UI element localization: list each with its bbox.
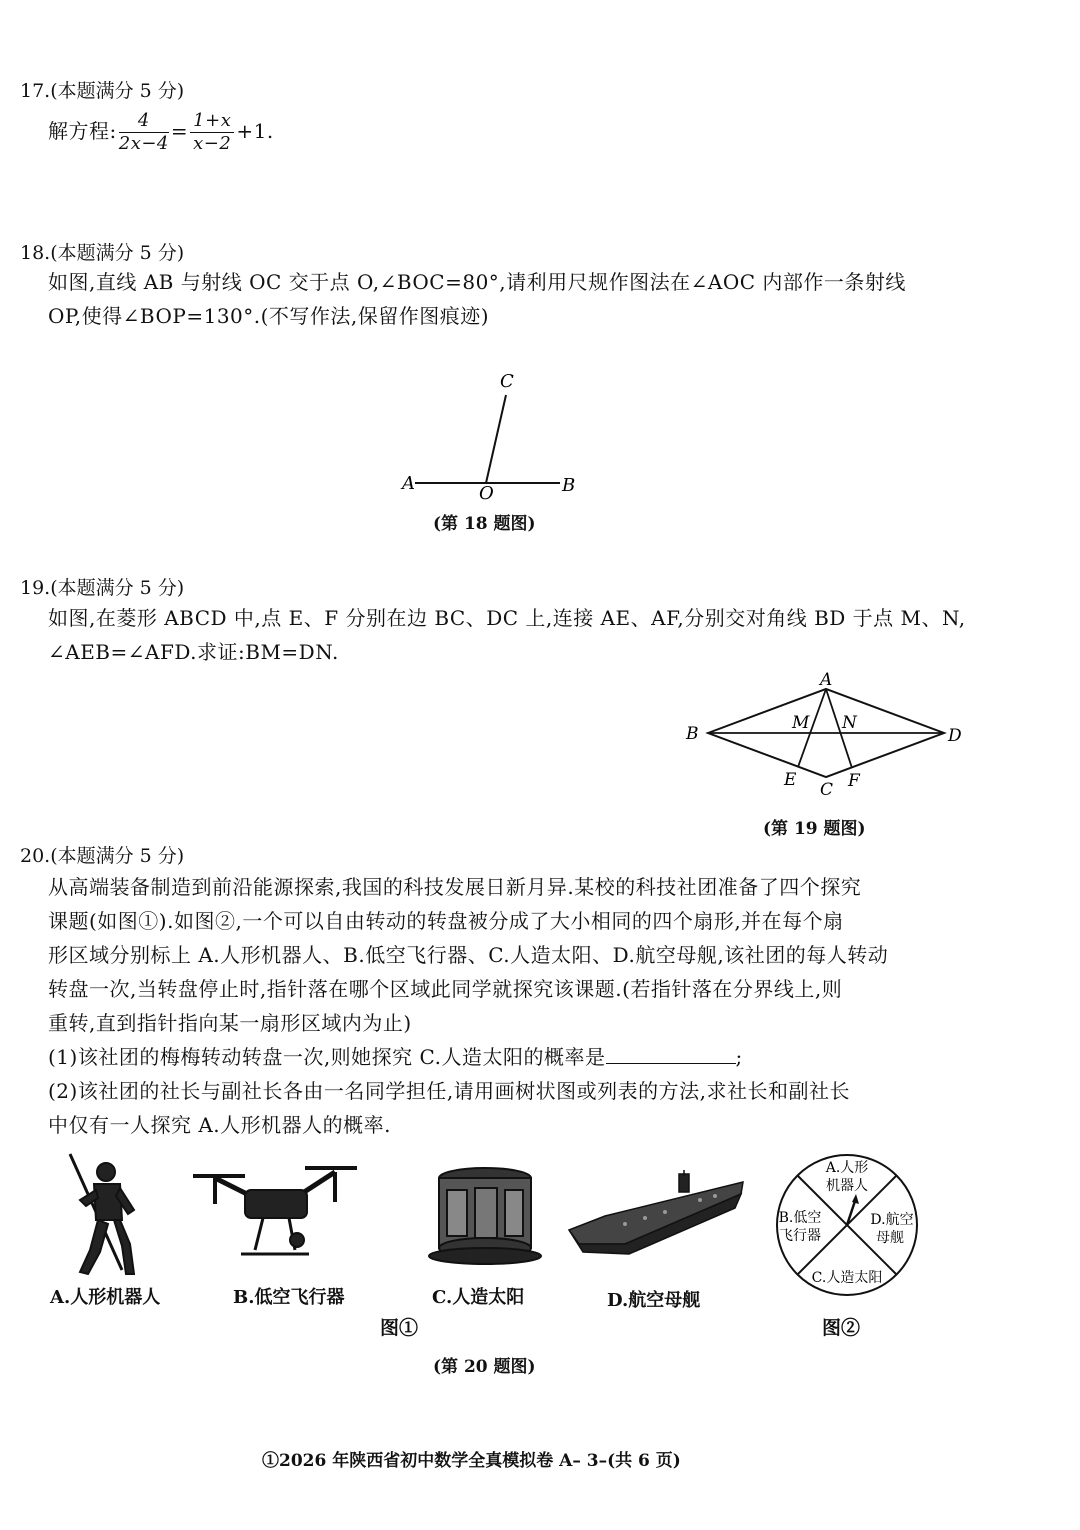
q17-equation: 解方程: $\frac{4}{2x-4}$ = $\frac{1+x}{x-2}$ +1. <box>48 110 274 154</box>
carrier-icon <box>565 1168 745 1258</box>
q20-para-line1: 从高端装备制造到前沿能源探索,我国的科技发展日新月异.某校的科技社团准备了四个探究 <box>48 875 862 899</box>
q20-sub1: (1)该社团的梅梅转动转盘一次,则她探究 C.人造太阳的概率是 ; <box>48 1040 1058 1074</box>
q19-caption: (第 19 题图) <box>763 819 866 839</box>
q19-line2: ∠AEB=∠AFD.求证:BM=DN. <box>48 640 339 664</box>
fig2-label: 图② <box>822 1317 861 1339</box>
label-o: O <box>479 483 494 504</box>
q20-header: 20.(本题满分 5 分) <box>20 845 185 867</box>
q20-sub2-line2: 中仅有一人探究 A.人形机器人的概率. <box>48 1113 392 1137</box>
label-c: C <box>500 371 514 392</box>
answer-blank <box>606 1041 736 1064</box>
q19-text <box>48 601 1058 669</box>
q18-text <box>48 265 1048 333</box>
q19-line1: 如图,在菱形 ABCD 中,点 E、F 分别在边 BC、DC 上,连接 AE、AF,分别交对角线 BD 于点 M、N, <box>48 606 966 630</box>
q20-para-line5: 重转,直到指针指向某一扇形区域内为止) <box>48 1011 412 1035</box>
q17-header <box>20 76 184 103</box>
q17-fraction-1: $\frac{4}{2x-4}$ <box>118 110 169 154</box>
arrow-icon <box>852 1194 859 1204</box>
q17-number: 17. <box>20 80 51 102</box>
q17-lead: 解方程: <box>48 119 117 143</box>
spinner-figure <box>762 1148 932 1303</box>
sector-a-line1: A.人形 <box>825 1160 869 1176</box>
drone-icon <box>185 1158 365 1268</box>
robot-icon <box>60 1150 150 1280</box>
sector-c: C.人造太阳 <box>811 1270 883 1286</box>
q17-score: (本题满分 5 分) <box>50 80 185 102</box>
ray-oc <box>486 395 506 483</box>
fig1-label: 图① <box>380 1317 419 1339</box>
label-b: B <box>686 724 699 744</box>
reactor-icon <box>425 1160 545 1270</box>
q17-fraction-2: $\frac{1+x}{x-2}$ <box>190 110 234 155</box>
q18-line1: 如图,直线 AB 与射线 OC 交于点 O,∠BOC=80°,请利用尺规作图法在∠AOC 内部作一条射线 <box>48 270 906 294</box>
label-a: A <box>402 473 415 494</box>
page-footer: ①2026 年陕西省初中数学全真模拟卷 A– 3–(共 6 页) <box>262 1451 681 1471</box>
label-f: F <box>848 771 860 791</box>
q20-text <box>48 870 1058 1142</box>
label-m: M <box>792 713 810 733</box>
picture-label-a: A.人形机器人 <box>50 1287 161 1308</box>
sector-d-line1: D.航空 <box>870 1212 914 1228</box>
q19-figure <box>680 665 980 805</box>
sector-b-line2: 飞行器 <box>779 1228 821 1244</box>
label-e: E <box>784 770 797 790</box>
q20-para-line4: 转盘一次,当转盘停止时,指针落在哪个区域此同学就探究该课题.(若指针落在分界线上,则 <box>48 977 843 1001</box>
q18-figure <box>390 365 590 505</box>
label-c: C <box>820 780 834 800</box>
q20-para-line3: 形区域分别标上 A.人形机器人、B.低空飞行器、C.人造太阳、D.航空母舰,该社团的每人转动 <box>48 943 889 967</box>
sector-a-line2: 机器人 <box>826 1178 868 1194</box>
q20-sub2-line1: (2)该社团的社长与副社长各由一名同学担任,请用画树状图或列表的方法,求社长和副社长 <box>48 1079 851 1103</box>
label-b: B <box>562 475 576 496</box>
label-a: A <box>820 670 833 690</box>
picture-label-d: D.航空母舰 <box>607 1290 701 1311</box>
label-d: D <box>948 726 962 746</box>
q18-caption: (第 18 题图) <box>433 514 536 534</box>
label-n: N <box>842 713 857 733</box>
picture-label-c: C.人造太阳 <box>432 1287 525 1308</box>
q19-header: 19.(本题满分 5 分) <box>20 577 185 599</box>
sector-b-line1: B.低空 <box>778 1210 822 1226</box>
q20-para-line2: 课题(如图①).如图②,一个可以自由转动的转盘被分成了大小相同的四个扇形,并在每个扇 <box>48 909 844 933</box>
q18-line2: OP,使得∠BOP=130°.(不写作法,保留作图痕迹) <box>48 304 490 328</box>
sector-d-line2: 母舰 <box>876 1230 904 1246</box>
q20-caption: (第 20 题图) <box>433 1357 536 1377</box>
q18-header: 18.(本题满分 5 分) <box>20 242 185 264</box>
picture-label-b: B.低空飞行器 <box>233 1287 345 1308</box>
